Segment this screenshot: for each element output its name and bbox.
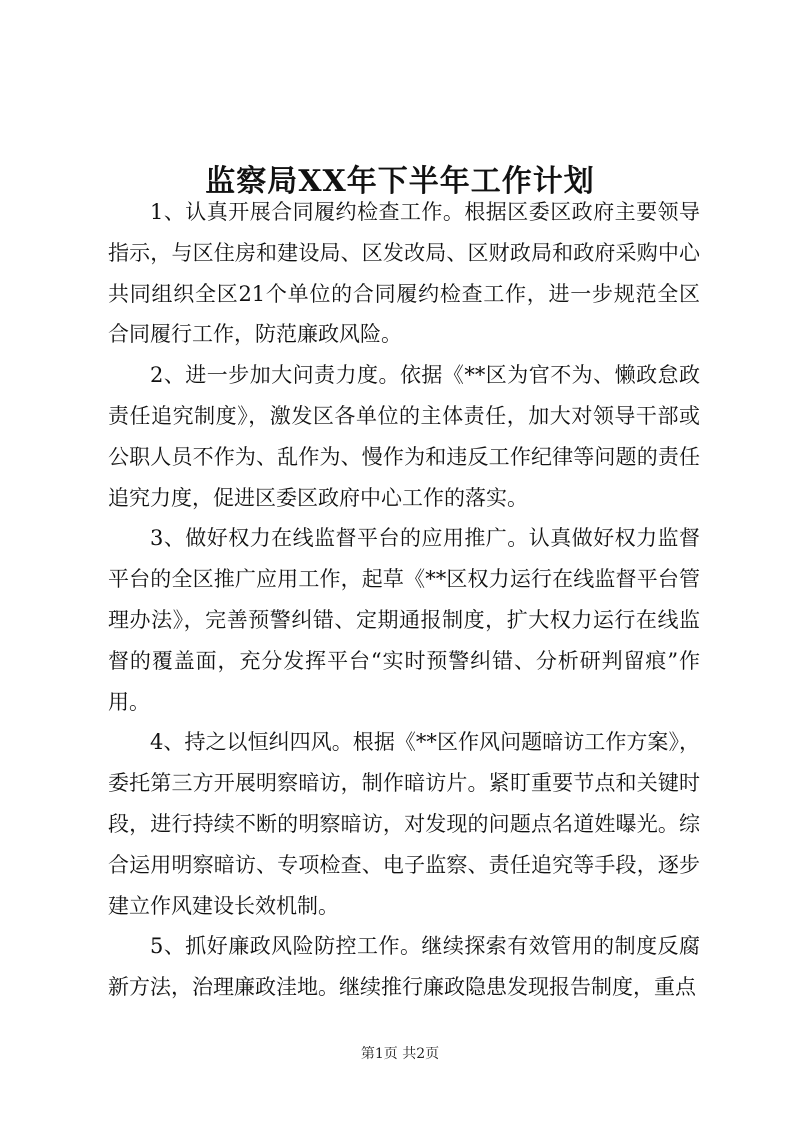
paragraph-4: 4、持之以恒纠四风。根据《**区作风问题暗访工作方案》，委托第三方开展明察暗访，制作暗访片。紧盯重要节点和关键时段，进行持续不断的明察暗访，对发现的问题点名道姓曝光。综合运用明察暗访、专项检查、电子监察、责任追究等手段，逐步建立作风建设长效机制。 (108, 730, 700, 918)
paragraph-1: 1、认真开展合同履约检查工作。根据区委区政府主要领导指示，与区住房和建设局、区发改局、区财政局和政府采购中心共同组织全区21个单位的合同履约检查工作，进一步规范全区合同履行工作，防范廉政风险。 (108, 200, 700, 347)
paragraph-3: 3、做好权力在线监督平台的应用推广。认真做好权力监督平台的全区推广应用工作，起草《**区权力运行在线监督平台管理办法》，完善预警纠错、定期通报制度，扩大权力运行在线监督的覆盖面，充分发挥平台“实时预警纠错、分析研判留痕”作用。 (108, 526, 700, 714)
page-footer: 第1页 共2页 (360, 1046, 440, 1062)
page-title: 监察局XX年下半年工作计划 (205, 164, 595, 200)
paragraph-5: 5、抓好廉政风险防控工作。继续探索有效管用的制度反腐新方法，治理廉政洼地。继续推行廉政隐患发现报告制度，重点 (108, 934, 700, 1000)
paragraph-2: 2、进一步加大问责力度。依据《**区为官不为、懒政怠政责任追究制度》，激发区各单位的主体责任，加大对领导干部或公职人员不作为、乱作为、慢作为和违反工作纪律等问题的责任追究力度，促进区委区政府中心工作的落实。 (108, 363, 700, 510)
document-body (108, 192, 700, 1008)
